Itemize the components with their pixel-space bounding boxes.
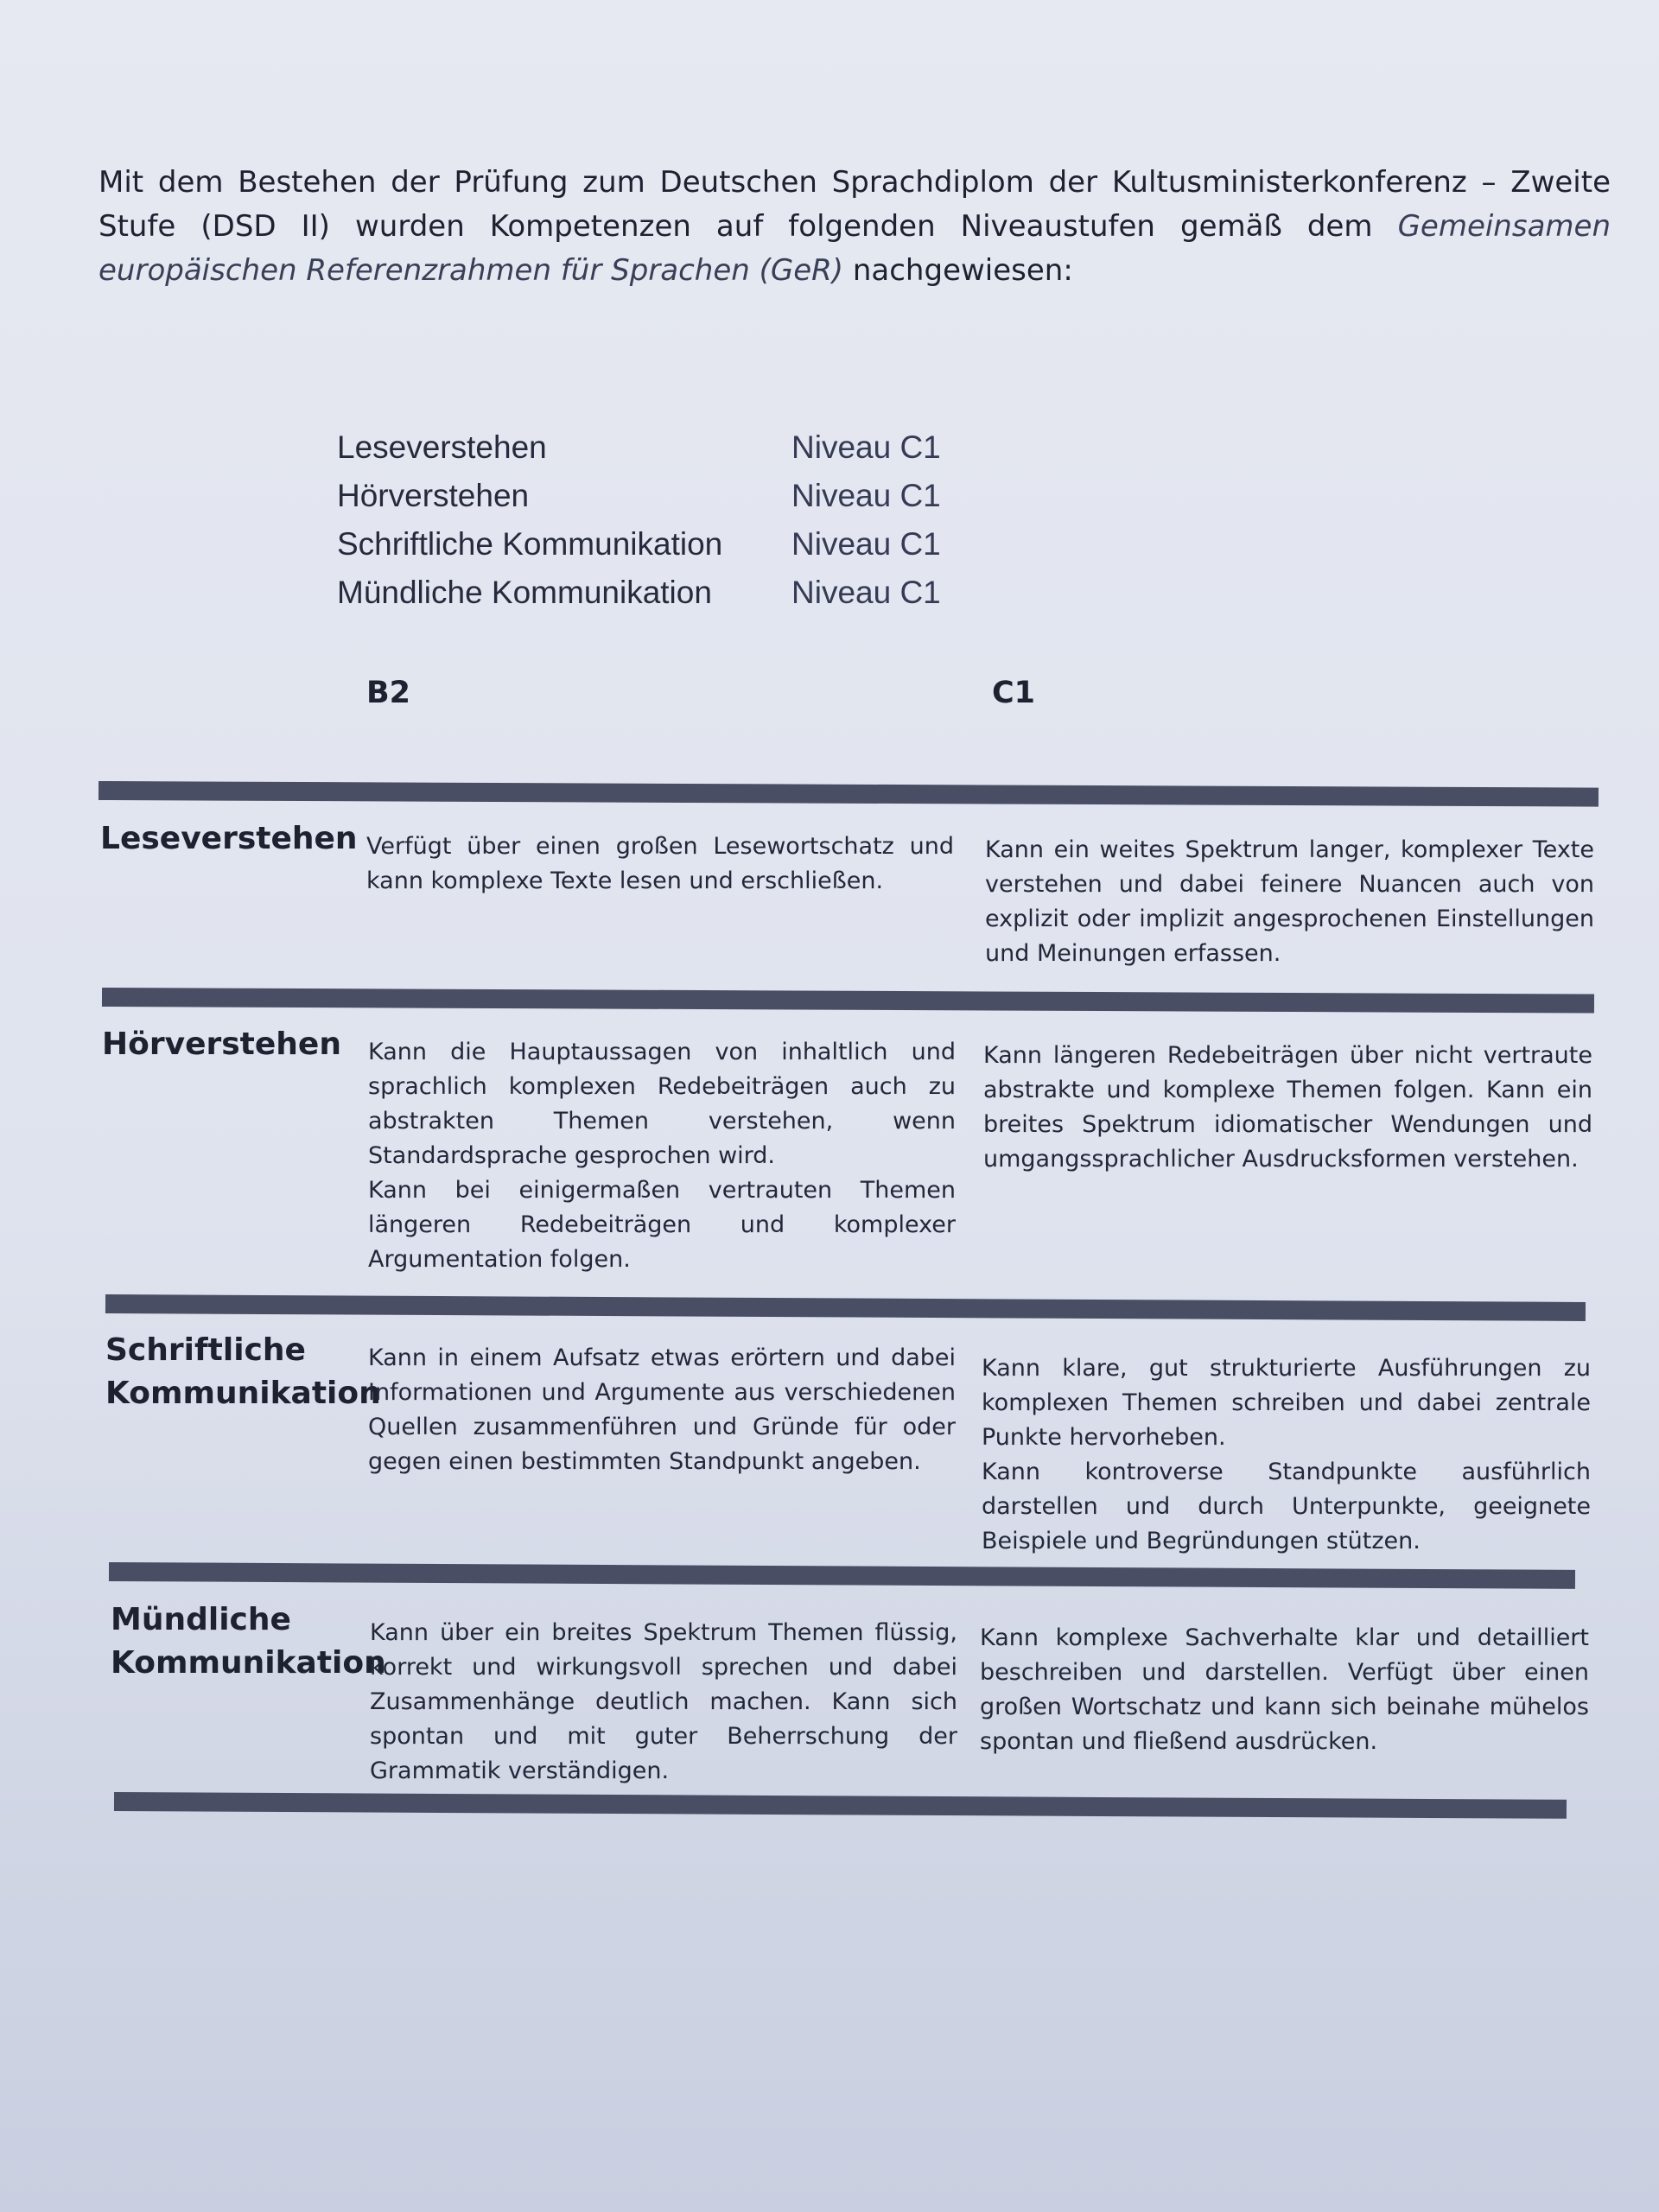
description-paragraph: Kann die Hauptaussagen von inhaltlich und sprachlich komplexen Redebeiträgen auch zu abstrakten Themen verstehen, wenn Standardsprache gesprochen wird.: [368, 1039, 956, 1169]
table-divider: [99, 781, 1599, 807]
description-paragraph: Kann in einem Aufsatz etwas erörtern und dabei Informationen und Argumente aus verschiedenen Quellen zusammenführen und Gründe für oder gegen einen bestimmten Standpunkt angeben.: [368, 1344, 956, 1475]
b2-description: [370, 1616, 957, 1789]
level-row-schriftliche-kommunikation: [337, 520, 941, 569]
c1-description: [983, 1039, 1592, 1177]
description-paragraph: Kann klare, gut strukturierte Ausführungen zu komplexen Themen schreiben und dabei zentrale Punkte hervorheben.: [982, 1355, 1591, 1451]
table-divider: [105, 1294, 1586, 1321]
section-title: Leseverstehen: [100, 821, 358, 856]
level-skill: Schriftliche Kommunikation: [337, 526, 723, 562]
description-paragraph: Kann bei einigermaßen vertrauten Themen längeren Redebeiträgen und komplexer Argumentation folgen.: [368, 1177, 956, 1273]
b2-description: [368, 1341, 956, 1479]
section-title: Hörverstehen: [102, 1027, 341, 1062]
level-row-hoerverstehen: [337, 472, 941, 520]
table-divider: [114, 1792, 1567, 1819]
intro-text-end: nachgewiesen:: [843, 253, 1073, 288]
table-divider: [109, 1562, 1575, 1589]
c1-description: [980, 1621, 1589, 1759]
intro-gerr-reference: Gemeinsamen europäischen Referenzrahmen für Sprachen (GeR): [99, 209, 1611, 288]
description-paragraph: Kann ein weites Spektrum langer, komplexer Texte verstehen und dabei feinere Nuancen auch von explizit oder implizit angesprochenen Einstellungen und Meinungen erfassen.: [985, 836, 1594, 967]
level-summary-list: [337, 423, 941, 617]
level-skill: Leseverstehen: [337, 429, 547, 465]
intro-text: Mit dem Bestehen der Prüfung zum Deutschen Sprachdiplom der Kultusministerkonferenz – Zweite Stufe (DSD II) wurden Kompetenzen auf folgenden Niveaustufen gemäß dem: [99, 165, 1611, 244]
section-title: Mündliche Kommunikation: [111, 1602, 386, 1681]
section-title: Schriftliche Kommunikation: [105, 1332, 381, 1411]
level-value: Niveau C1: [791, 526, 941, 562]
description-paragraph: Kann komplexe Sachverhalte klar und detailliert beschreiben und darstellen. Verfügt über einen großen Wortschatz und kann sich beinahe mühelos spontan und fließend ausdrücken.: [980, 1624, 1589, 1755]
level-value: Niveau C1: [791, 478, 941, 513]
level-row-muendliche-kommunikation: [337, 569, 941, 617]
level-value: Niveau C1: [791, 575, 941, 610]
c1-description: [985, 833, 1594, 971]
level-skill: Mündliche Kommunikation: [337, 575, 712, 610]
table-divider: [102, 988, 1594, 1014]
c1-description: [982, 1351, 1591, 1559]
column-header-b2: B2: [366, 676, 411, 710]
level-skill: Hörverstehen: [337, 478, 530, 513]
level-row-leseverstehen: [337, 423, 941, 472]
description-paragraph: Kann über ein breites Spektrum Themen flüssig, korrekt und wirkungsvoll sprechen und dabei Zusammenhänge deutlich machen. Kann sich spontan und mit guter Beherrschung der Grammatik verständigen.: [370, 1619, 957, 1784]
column-header-c1: C1: [992, 676, 1036, 710]
description-paragraph: Kann längeren Redebeiträgen über nicht vertraute abstrakte und komplexe Themen folgen. Kann ein breites Spektrum idiomatischer Wendungen und umgangssprachlicher Ausdrucksformen verstehen.: [983, 1042, 1592, 1173]
level-value: Niveau C1: [791, 429, 941, 465]
description-paragraph: Verfügt über einen großen Lesewortschatz und kann komplexe Texte lesen und erschließen.: [366, 833, 954, 894]
description-paragraph: Kann kontroverse Standpunkte ausführlich darstellen und durch Unterpunkte, geeignete Beispiele und Begründungen stützen.: [982, 1459, 1591, 1554]
b2-description: [368, 1035, 956, 1277]
b2-description: [366, 830, 954, 899]
intro-paragraph: [99, 161, 1611, 293]
